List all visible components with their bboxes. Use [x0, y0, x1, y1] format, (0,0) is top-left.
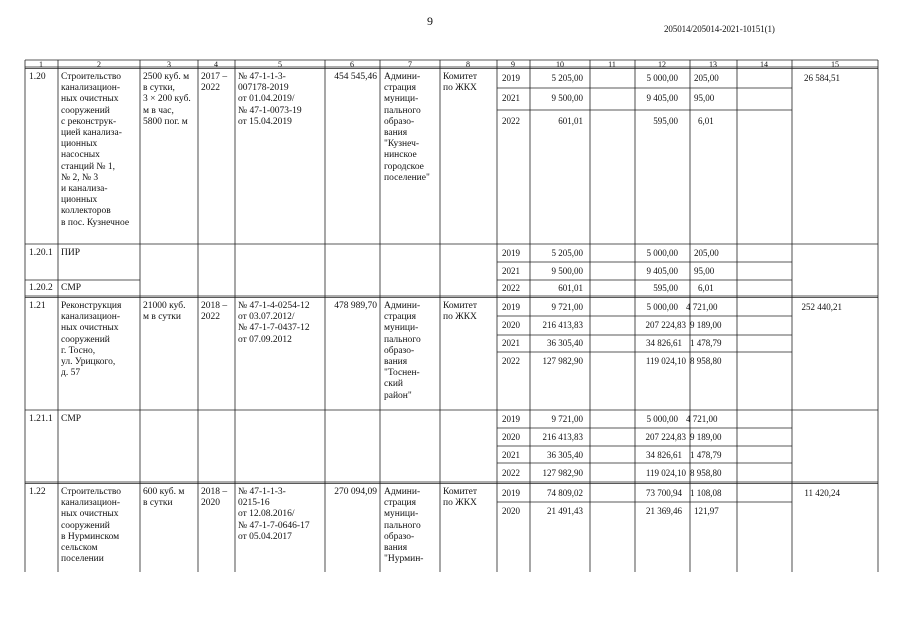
total-amount: 36 305,40	[547, 450, 583, 460]
committee: Комитет по ЖКХ	[443, 487, 478, 509]
recipient: Админи- страция муници- пального образо- вания "Нурмин-	[384, 487, 424, 565]
local-budget: 8 958,80	[690, 356, 722, 366]
column-header-4: 4	[214, 60, 218, 69]
column-header-9: 9	[511, 60, 515, 69]
local-budget: 1 478,79	[690, 450, 722, 460]
year: 2020	[502, 320, 520, 330]
year: 2021	[502, 266, 520, 276]
row-id: 1.20	[29, 72, 46, 82]
total-amount: 5 205,00	[551, 248, 583, 258]
column-header-6: 6	[350, 60, 354, 69]
column-15-value: 11 420,24	[804, 488, 840, 498]
object-name: СМР	[61, 283, 82, 293]
document-code: 205014/205014-2021-10151(1)	[664, 24, 775, 34]
period: 2018 – 2022	[201, 301, 228, 323]
column-15-value: 252 440,21	[801, 302, 842, 312]
object-name: Строительство канализацион- ных очистных сооружений с реконструк- цией канализа- ционных насосных станций № 1, № 2, № 3 и канализа- ционных коллекторов в пос. Кузнечное	[61, 72, 130, 228]
row-id: 1.20.1	[29, 248, 53, 258]
total-amount: 21 491,43	[547, 506, 583, 516]
row-id: 1.22	[29, 487, 46, 497]
year: 2022	[502, 116, 520, 126]
capacity: 2500 куб. м в сутки, 3 × 200 куб. м в час, 5800 пог. м	[143, 72, 191, 127]
column-header-8: 8	[466, 60, 470, 69]
row-id: 1.21.1	[29, 414, 53, 424]
total-amount: 5 205,00	[551, 73, 583, 83]
local-budget: 6,01	[698, 116, 714, 126]
local-budget: 1 478,79	[690, 338, 722, 348]
total-amount: 9 500,00	[551, 266, 583, 276]
permit: № 47-1-4-0254-12 от 03.07.2012/ № 47-1-7-0437-12 от 07.09.2012	[238, 301, 310, 345]
row-id: 1.21	[29, 301, 46, 311]
capacity: 600 куб. м в сутки	[143, 487, 185, 509]
local-budget: 1 108,08	[690, 488, 722, 498]
total-amount: 9 721,00	[551, 414, 583, 424]
year: 2022	[502, 356, 520, 366]
committee: Комитет по ЖКХ	[443, 301, 478, 323]
regional-budget: 5 000,00	[646, 414, 678, 424]
estimated-cost: 270 094,09	[334, 487, 377, 497]
column-header-5: 5	[278, 60, 282, 69]
capacity: 21000 куб. м в сутки	[143, 301, 186, 323]
total-amount: 601,01	[558, 283, 583, 293]
year: 2021	[502, 93, 520, 103]
local-budget: 95,00	[694, 266, 715, 276]
total-amount: 216 413,83	[542, 432, 583, 442]
column-header-11: 11	[608, 60, 616, 69]
total-amount: 36 305,40	[547, 338, 583, 348]
year: 2021	[502, 450, 520, 460]
regional-budget: 9 405,00	[646, 266, 678, 276]
year: 2021	[502, 338, 520, 348]
object-name: ПИР	[61, 248, 81, 258]
local-budget: 121,97	[694, 506, 719, 516]
column-header-7: 7	[408, 60, 412, 69]
column-header-2: 2	[97, 60, 101, 69]
regional-budget: 9 405,00	[646, 93, 678, 103]
regional-budget: 119 024,10	[645, 468, 686, 478]
local-budget: 4 721,00	[686, 414, 718, 424]
year: 2019	[502, 488, 520, 498]
column-header-13: 13	[709, 60, 717, 69]
regional-budget: 34 826,61	[646, 338, 682, 348]
column-header-15: 15	[831, 60, 839, 69]
year: 2019	[502, 73, 520, 83]
total-amount: 601,01	[558, 116, 583, 126]
total-amount: 127 982,90	[542, 356, 583, 366]
regional-budget: 21 369,46	[646, 506, 682, 516]
column-header-10: 10	[556, 60, 564, 69]
local-budget: 95,00	[694, 93, 715, 103]
regional-budget: 119 024,10	[645, 356, 686, 366]
column-15-value: 26 584,51	[804, 73, 840, 83]
column-header-12: 12	[658, 60, 666, 69]
year: 2022	[502, 468, 520, 478]
local-budget: 9 189,00	[690, 320, 722, 330]
column-header-1: 1	[39, 60, 43, 69]
recipient: Админи- страция муници- пального образо- вания "Тоснен- ский район"	[384, 301, 421, 401]
page-number: 9	[427, 14, 433, 28]
regional-budget: 34 826,61	[646, 450, 682, 460]
committee: Комитет по ЖКХ	[443, 72, 478, 94]
permit: № 47-1-1-3- 0215-16 от 12.08.2016/ № 47-1-7-0646-17 от 05.04.2017	[238, 487, 310, 542]
regional-budget: 207 224,83	[645, 432, 686, 442]
local-budget: 205,00	[694, 73, 719, 83]
column-header-14: 14	[760, 60, 768, 69]
column-header-3: 3	[167, 60, 171, 69]
regional-budget: 5 000,00	[646, 73, 678, 83]
object-name: Строительство канализацион- ных очистных сооружений в Нурминском сельском поселении	[61, 487, 122, 565]
year: 2019	[502, 414, 520, 424]
regional-budget: 5 000,00	[646, 302, 678, 312]
recipient: Админи- страция муници- пального образо- вания "Кузнеч- нинское городское поселение"	[384, 72, 430, 183]
local-budget: 8 958,80	[690, 468, 722, 478]
object-name: Реконструкция канализацион- ных очистных сооружений г. Тосно, ул. Урицкого, д. 57	[61, 301, 122, 379]
regional-budget: 595,00	[653, 283, 678, 293]
total-amount: 9 500,00	[551, 93, 583, 103]
regional-budget: 595,00	[653, 116, 678, 126]
year: 2020	[502, 432, 520, 442]
total-amount: 127 982,90	[542, 468, 583, 478]
object-name: СМР	[61, 414, 82, 424]
regional-budget: 5 000,00	[646, 248, 678, 258]
permit: № 47-1-1-3- 007178-2019 от 01.04.2019/ № 47-1-0073-19 от 15.04.2019	[238, 72, 302, 127]
local-budget: 6,01	[698, 283, 714, 293]
period: 2018 – 2020	[201, 487, 228, 509]
local-budget: 9 189,00	[690, 432, 722, 442]
regional-budget: 73 700,94	[646, 488, 682, 498]
year: 2020	[502, 506, 520, 516]
total-amount: 216 413,83	[542, 320, 583, 330]
total-amount: 9 721,00	[551, 302, 583, 312]
row-id: 1.20.2	[29, 283, 53, 293]
period: 2017 – 2022	[201, 72, 228, 94]
local-budget: 205,00	[694, 248, 719, 258]
estimated-cost: 478 989,70	[334, 301, 377, 311]
year: 2022	[502, 283, 520, 293]
year: 2019	[502, 302, 520, 312]
local-budget: 4 721,00	[686, 302, 718, 312]
regional-budget: 207 224,83	[645, 320, 686, 330]
estimated-cost: 454 545,46	[334, 72, 377, 82]
year: 2019	[502, 248, 520, 258]
total-amount: 74 809,02	[547, 488, 583, 498]
